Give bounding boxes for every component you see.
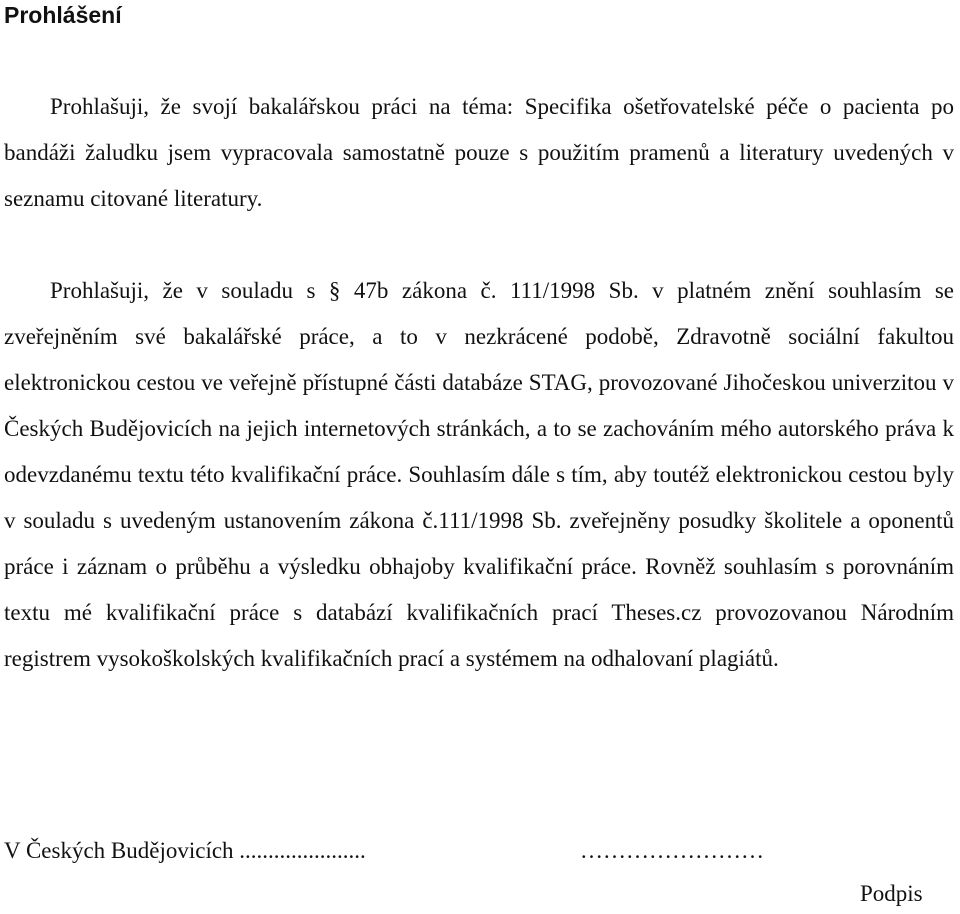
signature-dots: …………………… <box>580 838 764 863</box>
paragraph-2-text: Prohlašuji, že v souladu s § 47b zákona č. 111/1998 Sb. v platném znění souhlasím se zveřejněním své bakalářské práce, a to v nezkrácené podobě, Zdravotně sociální fakultou elektronickou cestou ve veřejně přístupné části databáze STAG, provozované Jihočeskou univerzitou v Českých Budějovicích na jejich internetových stránkách, a to se zachováním mého autorského práva k odevzdanému textu této kvalifikační práce. Souhlasím dále s tím, aby toutéž elektronickou cestou byly v souladu s uvedeným ustanovením zákona č.111/1998 Sb. zveřejněny posudky školitele a oponentů práce i záznam o průběhu a výsledku obhajoby kvalifikační práce. Rovněž souhlasím s porovnáním textu mé kvalifikační práce s databází kvalifikačních prací Theses.cz provozovanou Národním registrem vysokoškolských kvalifikačních prací a systémem na odhalovaní plagiátů. <box>4 278 954 671</box>
declaration-paragraph-1 <box>4 84 954 222</box>
declaration-paragraph-2 <box>4 268 954 682</box>
signature-label: Podpis <box>860 881 923 906</box>
paragraph-1-text: Prohlašuji, že svojí bakalářskou práci na téma: Specifika ošetřovatelské péče o pacienta po bandáži žaludku jsem vypracovala samostatně pouze s použitím pramenů a literatury uvedených v seznamu citované literatury. <box>4 94 954 211</box>
page-title: Prohlášení <box>4 2 122 28</box>
place-text: V Českých Budějovicích ...................... <box>4 838 366 863</box>
